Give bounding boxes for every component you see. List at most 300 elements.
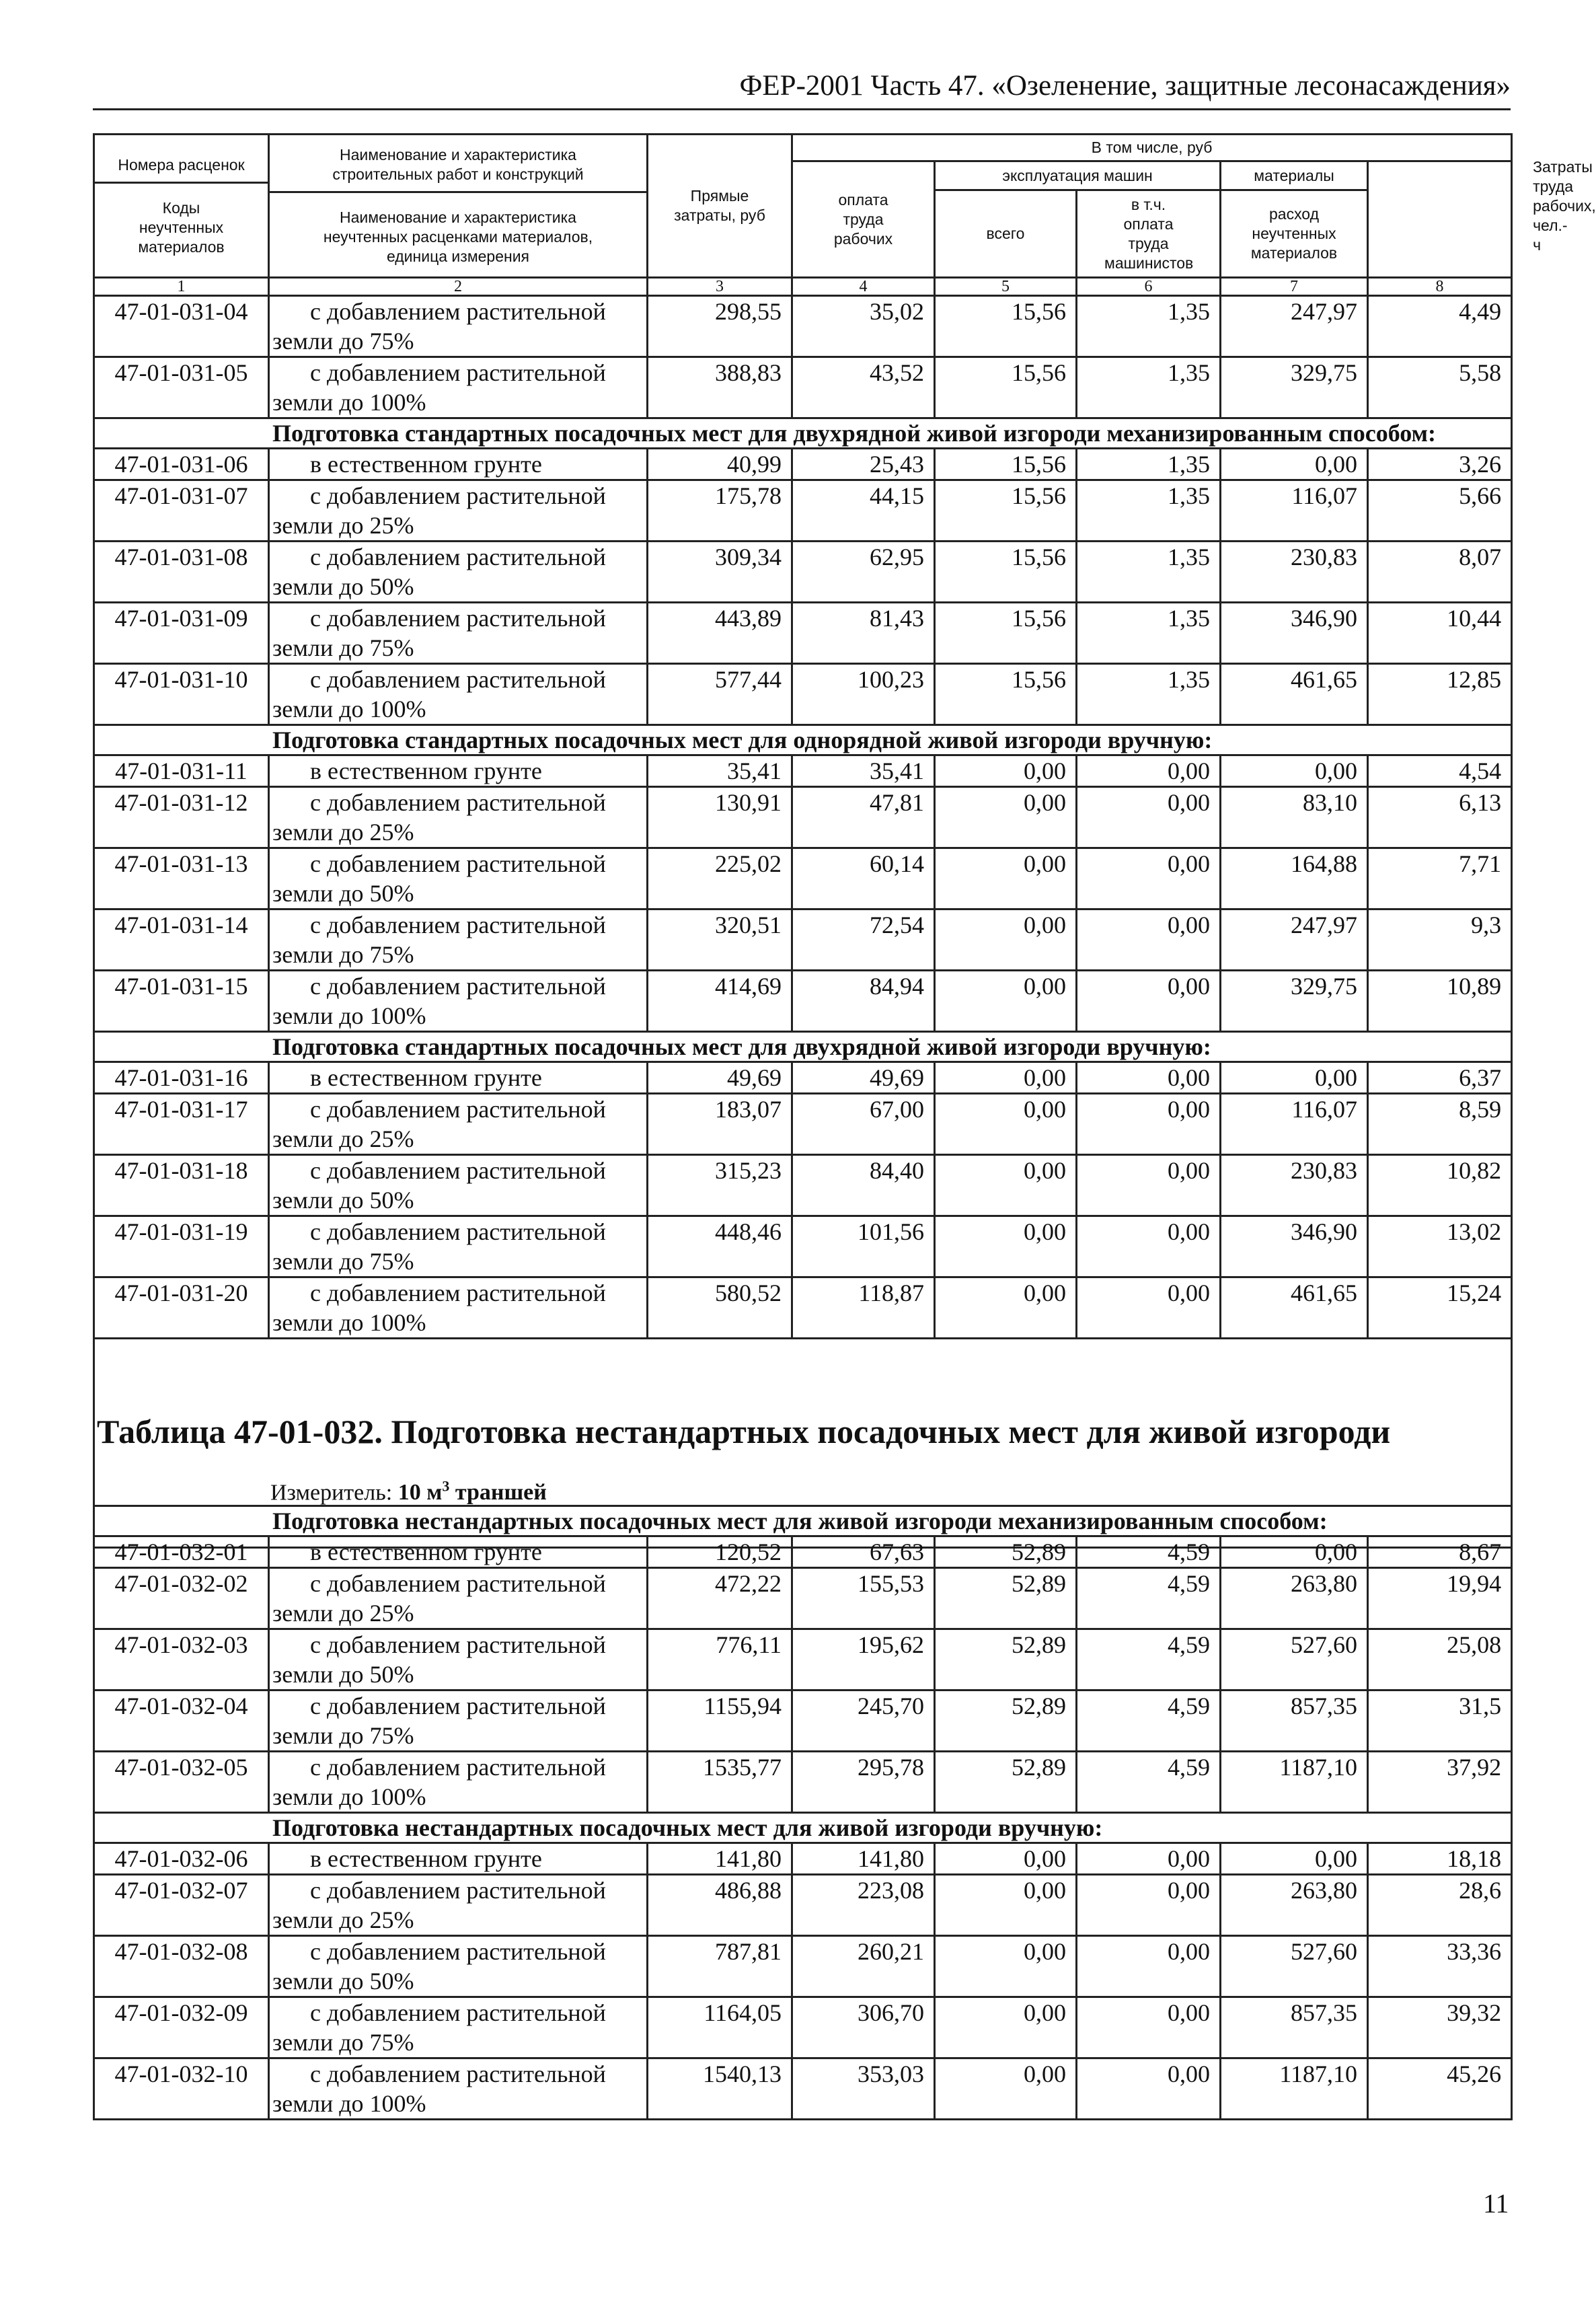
table-row (94, 357, 1512, 418)
labor-hours-value: 19,94 (1368, 1568, 1512, 1629)
labor-pay-value: 35,02 (792, 296, 935, 357)
direct-cost-value: 1535,77 (648, 1752, 792, 1813)
labor-hours-value: 4,49 (1368, 296, 1512, 357)
work-description-line2: земли до 50% (272, 880, 414, 907)
direct-cost-value: 486,88 (648, 1875, 792, 1936)
labor-hours-value: 5,58 (1368, 357, 1512, 418)
work-description (269, 848, 648, 909)
labor-pay-value: 67,00 (792, 1094, 935, 1155)
labor-hours-value: 31,5 (1368, 1690, 1512, 1752)
rate-code: 47-01-031-17 (94, 1094, 269, 1155)
work-description-line2: земли до 100% (272, 1783, 426, 1810)
direct-cost-value: 577,44 (648, 664, 792, 725)
operator-pay-value: 1,35 (1077, 296, 1221, 357)
machine-total-value: 52,89 (935, 1690, 1077, 1752)
section-heading: Подготовка стандартных посадочных мест для двухрядной живой изгороди вручную: (94, 1032, 1512, 1062)
labor-hours-value: 45,26 (1368, 2058, 1512, 2120)
section-heading-row (94, 1813, 1512, 1843)
work-description-line1: с добавлением растительной (310, 789, 606, 816)
table-row (94, 1690, 1512, 1752)
labor-pay-value: 60,14 (792, 848, 935, 909)
machine-total-value: 0,00 (935, 1277, 1077, 1339)
rate-code: 47-01-032-03 (94, 1629, 269, 1690)
section-heading-row (94, 418, 1512, 449)
direct-cost-value: 1155,94 (648, 1690, 792, 1752)
column-number: 2 (269, 278, 648, 296)
materials-cost-value: 83,10 (1221, 787, 1368, 848)
work-description (269, 755, 648, 787)
work-description-line1: в естественном грунте (310, 1845, 542, 1872)
labor-pay-value: 43,52 (792, 357, 935, 418)
operator-pay-value: 1,35 (1077, 603, 1221, 664)
table-row (94, 787, 1512, 848)
materials-cost-value: 857,35 (1221, 1690, 1368, 1752)
direct-cost-value: 787,81 (648, 1936, 792, 1997)
table-row (94, 1216, 1512, 1277)
work-description-line1: в естественном грунте (310, 757, 542, 784)
materials-cost-value: 0,00 (1221, 1536, 1368, 1568)
work-description-line1: с добавлением растительной (310, 912, 606, 938)
materials-cost-value: 0,00 (1221, 1062, 1368, 1094)
rate-code: 47-01-031-10 (94, 664, 269, 725)
section-heading: Подготовка нестандартных посадочных мест для живой изгороди механизированным способом: (94, 1506, 1512, 1536)
work-description (269, 449, 648, 480)
table-row (94, 603, 1512, 664)
labor-hours-value: 10,44 (1368, 603, 1512, 664)
operator-pay-value: 0,00 (1077, 1094, 1221, 1155)
work-description-line1: с добавлением растительной (310, 544, 606, 570)
machine-total-value: 0,00 (935, 1155, 1077, 1216)
section-heading-row (94, 1032, 1512, 1062)
table-row (94, 1155, 1512, 1216)
rate-code: 47-01-032-05 (94, 1752, 269, 1813)
work-description-line1: в естественном грунте (310, 451, 542, 478)
work-description-line2: земли до 50% (272, 1187, 414, 1214)
labor-hours-value: 5,66 (1368, 480, 1512, 542)
work-description-line1: с добавлением растительной (310, 1631, 606, 1658)
materials-cost-value: 527,60 (1221, 1629, 1368, 1690)
rate-code: 47-01-031-11 (94, 755, 269, 787)
work-description-line1: с добавлением растительной (310, 1157, 606, 1184)
materials-cost-value: 230,83 (1221, 542, 1368, 603)
operator-pay-value: 1,35 (1077, 664, 1221, 725)
direct-cost-value: 448,46 (648, 1216, 792, 1277)
column-number: 7 (1221, 278, 1368, 296)
rate-code: 47-01-031-08 (94, 542, 269, 603)
meter-value: 10 $м^3$ траншей (397, 1478, 547, 1506)
rate-code: 47-01-032-06 (94, 1843, 269, 1875)
labor-hours-value: 12,85 (1368, 664, 1512, 725)
rate-code: 47-01-031-19 (94, 1216, 269, 1277)
operator-pay-value: 0,00 (1077, 755, 1221, 787)
header-col4: оплата труда рабочих (792, 161, 935, 278)
rates-table-031 (93, 133, 1596, 1549)
work-description-line2: земли до 75% (272, 1722, 414, 1749)
table-row (94, 1277, 1512, 1339)
labor-pay-value: 35,41 (792, 755, 935, 787)
page-header (93, 69, 1511, 110)
labor-pay-value: 118,87 (792, 1277, 935, 1339)
machine-total-value: 0,00 (935, 909, 1077, 971)
labor-hours-value: 6,37 (1368, 1062, 1512, 1094)
direct-cost-value: 175,78 (648, 480, 792, 542)
direct-cost-value: 309,34 (648, 542, 792, 603)
materials-cost-value: 0,00 (1221, 1843, 1368, 1875)
labor-pay-value: 49,69 (792, 1062, 935, 1094)
work-description-line1: с добавлением растительной (310, 359, 606, 386)
rate-code: 47-01-032-08 (94, 1936, 269, 1997)
section-heading-row (94, 1506, 1512, 1536)
work-description-line2: земли до 100% (272, 1002, 426, 1029)
materials-cost-value: 857,35 (1221, 1997, 1368, 2058)
work-description-line1: с добавлением растительной (310, 1570, 606, 1597)
header-col5: всего (935, 190, 1077, 278)
operator-pay-value: 4,59 (1077, 1752, 1221, 1813)
direct-cost-value: 414,69 (648, 971, 792, 1032)
table-row (94, 1094, 1512, 1155)
page-header-title: ФЕР-2001 Часть 47. «Озеленение, защитные лесонасаждения» (739, 70, 1511, 102)
direct-cost-value: 320,51 (648, 909, 792, 971)
work-description (269, 1936, 648, 1997)
direct-cost-value: 388,83 (648, 357, 792, 418)
work-description-line2: земли до 75% (272, 328, 414, 355)
operator-pay-value: 0,00 (1077, 787, 1221, 848)
materials-cost-value: 0,00 (1221, 449, 1368, 480)
column-number: 4 (792, 278, 935, 296)
labor-hours-value: 37,92 (1368, 1752, 1512, 1813)
rate-code: 47-01-031-04 (94, 296, 269, 357)
work-description-line2: земли до 25% (272, 819, 414, 846)
header-col2-bottom: Наименование и характеристика неучтенных расценками материалов, единица измерения (323, 209, 593, 265)
work-description-line1: в естественном грунте (310, 1538, 542, 1565)
table2-body (94, 1506, 1512, 2120)
work-description-line1: с добавлением растительной (310, 605, 606, 632)
operator-pay-value: 1,35 (1077, 449, 1221, 480)
work-description-line2: земли до 75% (272, 2029, 414, 2056)
labor-hours-value: 10,89 (1368, 971, 1512, 1032)
work-description (269, 1875, 648, 1936)
rate-code: 47-01-031-13 (94, 848, 269, 909)
machine-total-value: 52,89 (935, 1536, 1077, 1568)
work-description (269, 909, 648, 971)
operator-pay-value: 0,00 (1077, 2058, 1221, 2120)
labor-pay-value: 141,80 (792, 1843, 935, 1875)
operator-pay-value: 0,00 (1077, 1997, 1221, 2058)
work-description (269, 1568, 648, 1629)
work-description (269, 296, 648, 357)
labor-pay-value: 84,40 (792, 1155, 935, 1216)
table-row (94, 1752, 1512, 1813)
labor-pay-value: 353,03 (792, 2058, 935, 2120)
direct-cost-value: 40,99 (648, 449, 792, 480)
work-description-line2: земли до 25% (272, 1125, 414, 1152)
machine-total-value: 0,00 (935, 787, 1077, 848)
machine-total-value: 15,56 (935, 542, 1077, 603)
work-description (269, 1752, 648, 1813)
machine-total-value: 0,00 (935, 755, 1077, 787)
materials-cost-value: 230,83 (1221, 1155, 1368, 1216)
labor-pay-value: 62,95 (792, 542, 935, 603)
direct-cost-value: 35,41 (648, 755, 792, 787)
machine-total-value: 0,00 (935, 1875, 1077, 1936)
rate-code: 47-01-031-09 (94, 603, 269, 664)
work-description-line2: земли до 100% (272, 389, 426, 416)
work-description (269, 1997, 648, 2058)
machine-total-value: 15,56 (935, 357, 1077, 418)
section-heading: Подготовка стандартных посадочных мест для однорядной живой изгороди вручную: (94, 725, 1512, 755)
labor-hours-value: 6,13 (1368, 787, 1512, 848)
materials-cost-value: 527,60 (1221, 1936, 1368, 1997)
table2-title: Таблица 47-01-032. Подготовка нестандартных посадочных мест для живой изгороди (97, 1413, 1391, 1450)
labor-pay-value: 260,21 (792, 1936, 935, 1997)
work-description (269, 1843, 648, 1875)
direct-cost-value: 49,69 (648, 1062, 792, 1094)
work-description-line2: земли до 50% (272, 1661, 414, 1688)
work-description-line1: в естественном грунте (310, 1064, 542, 1091)
operator-pay-value: 0,00 (1077, 1277, 1221, 1339)
table-row (94, 1997, 1512, 2058)
work-description (269, 1277, 648, 1339)
rate-code: 47-01-031-15 (94, 971, 269, 1032)
machine-total-value: 15,56 (935, 449, 1077, 480)
header-exploit: эксплуатация машин (935, 161, 1221, 190)
direct-cost-value: 315,23 (648, 1155, 792, 1216)
operator-pay-value: 0,00 (1077, 1875, 1221, 1936)
work-description (269, 1536, 648, 1568)
operator-pay-value: 0,00 (1077, 1843, 1221, 1875)
work-description-line2: земли до 50% (272, 1968, 414, 1995)
labor-pay-value: 100,23 (792, 664, 935, 725)
operator-pay-value: 0,00 (1077, 848, 1221, 909)
materials-cost-value: 329,75 (1221, 357, 1368, 418)
work-description-line2: земли до 100% (272, 696, 426, 722)
machine-total-value: 15,56 (935, 296, 1077, 357)
materials-cost-value: 116,07 (1221, 480, 1368, 542)
work-description-line1: с добавлением растительной (310, 666, 606, 693)
rate-code: 47-01-031-05 (94, 357, 269, 418)
rate-code: 47-01-031-07 (94, 480, 269, 542)
table1-body (94, 296, 1512, 1339)
table-row (94, 848, 1512, 909)
table-row (94, 909, 1512, 971)
rate-code: 47-01-031-06 (94, 449, 269, 480)
machine-total-value: 52,89 (935, 1752, 1077, 1813)
table-row (94, 971, 1512, 1032)
column-number: 3 (648, 278, 792, 296)
table-row (94, 449, 1512, 480)
rate-code: 47-01-032-04 (94, 1690, 269, 1752)
rate-code: 47-01-031-16 (94, 1062, 269, 1094)
labor-pay-value: 44,15 (792, 480, 935, 542)
direct-cost-value: 141,80 (648, 1843, 792, 1875)
table-row (94, 480, 1512, 542)
materials-cost-value: 329,75 (1221, 971, 1368, 1032)
labor-hours-value: 28,6 (1368, 1875, 1512, 1936)
direct-cost-value: 120,52 (648, 1536, 792, 1568)
operator-pay-value: 1,35 (1077, 357, 1221, 418)
materials-cost-value: 1187,10 (1221, 1752, 1368, 1813)
rate-code: 47-01-032-07 (94, 1875, 269, 1936)
section-heading: Подготовка стандартных посадочных мест для двухрядной живой изгороди механизированным способом: (94, 418, 1512, 449)
operator-pay-value: 0,00 (1077, 1216, 1221, 1277)
materials-cost-value: 1187,10 (1221, 2058, 1368, 2120)
column-number-row (94, 278, 1512, 296)
operator-pay-value: 4,59 (1077, 1629, 1221, 1690)
direct-cost-value: 130,91 (648, 787, 792, 848)
rate-code: 47-01-032-10 (94, 2058, 269, 2120)
labor-pay-value: 25,43 (792, 449, 935, 480)
work-description-line2: земли до 100% (272, 1309, 426, 1336)
labor-pay-value: 101,56 (792, 1216, 935, 1277)
materials-cost-value: 461,65 (1221, 664, 1368, 725)
labor-pay-value: 47,81 (792, 787, 935, 848)
labor-hours-value: 13,02 (1368, 1216, 1512, 1277)
header-row-1: Номера расценок Коды неучтенных материалов Наименование и характеристика строительных работ и конструкций Наименование и характеристика неучтенных расценками материалов, единица измерения Прямые затраты, руб В том числе, руб Затраты труда рабочих, чел.-ч (94, 135, 1512, 161)
meter-label: Измеритель: (270, 1480, 393, 1506)
work-description-line1: с добавлением растительной (310, 298, 606, 325)
machine-total-value: 15,56 (935, 480, 1077, 542)
materials-cost-value: 247,97 (1221, 909, 1368, 971)
work-description-line2: земли до 100% (272, 2090, 426, 2117)
work-description-line2: земли до 75% (272, 941, 414, 968)
work-description-line2: земли до 50% (272, 573, 414, 600)
table-row (94, 664, 1512, 725)
work-description (269, 357, 648, 418)
machine-total-value: 0,00 (935, 1843, 1077, 1875)
labor-hours-value: 15,24 (1368, 1277, 1512, 1339)
work-description (269, 1094, 648, 1155)
labor-hours-value: 39,32 (1368, 1997, 1512, 2058)
work-description (269, 971, 648, 1032)
rate-code: 47-01-032-01 (94, 1536, 269, 1568)
header-col2-top: Наименование и характеристика строительных работ и конструкций (332, 146, 584, 183)
materials-cost-value: 263,80 (1221, 1568, 1368, 1629)
machine-total-value: 52,89 (935, 1629, 1077, 1690)
work-description (269, 787, 648, 848)
work-description (269, 542, 648, 603)
work-description (269, 1216, 648, 1277)
labor-pay-value: 195,62 (792, 1629, 935, 1690)
materials-cost-value: 263,80 (1221, 1875, 1368, 1936)
header-col7: расход неучтенных материалов (1221, 190, 1368, 278)
work-description-line1: с добавлением растительной (310, 1279, 606, 1306)
operator-pay-value: 0,00 (1077, 1062, 1221, 1094)
direct-cost-value: 298,55 (648, 296, 792, 357)
table-row (94, 1843, 1512, 1875)
labor-hours-value: 4,54 (1368, 755, 1512, 787)
operator-pay-value: 0,00 (1077, 1155, 1221, 1216)
operator-pay-value: 1,35 (1077, 542, 1221, 603)
table-row (94, 296, 1512, 357)
work-description (269, 1629, 648, 1690)
machine-total-value: 0,00 (935, 1062, 1077, 1094)
labor-pay-value: 295,78 (792, 1752, 935, 1813)
labor-hours-value: 25,08 (1368, 1629, 1512, 1690)
work-description-line1: с добавлением растительной (310, 482, 606, 509)
labor-pay-value: 72,54 (792, 909, 935, 971)
direct-cost-value: 1164,05 (648, 1997, 792, 2058)
work-description (269, 603, 648, 664)
machine-total-value: 0,00 (935, 971, 1077, 1032)
labor-pay-value: 67,63 (792, 1536, 935, 1568)
header-materials: материалы (1221, 161, 1368, 190)
labor-pay-value: 155,53 (792, 1568, 935, 1629)
work-description (269, 480, 648, 542)
work-description-line2: земли до 25% (272, 1600, 414, 1627)
column-number: 8 (1368, 278, 1512, 296)
header-col3: Прямые затраты, руб (648, 135, 792, 278)
labor-hours-value: 8,07 (1368, 542, 1512, 603)
labor-pay-value: 84,94 (792, 971, 935, 1032)
header-col2 (269, 135, 648, 278)
materials-cost-value: 346,90 (1221, 1216, 1368, 1277)
rate-code: 47-01-031-14 (94, 909, 269, 971)
work-description-line1: с добавлением растительной (310, 1938, 606, 1965)
materials-cost-value: 164,88 (1221, 848, 1368, 909)
work-description-line1: с добавлением растительной (310, 1877, 606, 1904)
labor-hours-value: 33,36 (1368, 1936, 1512, 1997)
table-row (94, 1936, 1512, 1997)
work-description (269, 1155, 648, 1216)
header-col1 (94, 135, 269, 278)
machine-total-value: 15,56 (935, 603, 1077, 664)
header-col1-top: Номера расценок (118, 155, 245, 174)
work-description-line1: с добавлением растительной (310, 2060, 606, 2087)
column-number: 5 (935, 278, 1077, 296)
work-description-line1: с добавлением растительной (310, 1754, 606, 1781)
labor-hours-value: 8,59 (1368, 1094, 1512, 1155)
machine-total-value: 0,00 (935, 1997, 1077, 2058)
direct-cost-value: 1540,13 (648, 2058, 792, 2120)
operator-pay-value: 4,59 (1077, 1568, 1221, 1629)
operator-pay-value: 4,59 (1077, 1536, 1221, 1568)
work-description-line1: с добавлением растительной (310, 850, 606, 877)
work-description-line1: с добавлением растительной (310, 1999, 606, 2026)
operator-pay-value: 4,59 (1077, 1690, 1221, 1752)
rate-code: 47-01-032-09 (94, 1997, 269, 2058)
table-row (94, 542, 1512, 603)
direct-cost-value: 443,89 (648, 603, 792, 664)
materials-cost-value: 346,90 (1221, 603, 1368, 664)
table-row (94, 2058, 1512, 2120)
labor-pay-value: 81,43 (792, 603, 935, 664)
page-number: 11 (1483, 2188, 1509, 2219)
labor-hours-value: 18,18 (1368, 1843, 1512, 1875)
direct-cost-value: 776,11 (648, 1629, 792, 1690)
rate-code: 47-01-032-02 (94, 1568, 269, 1629)
operator-pay-value: 1,35 (1077, 480, 1221, 542)
column-number: 6 (1077, 278, 1221, 296)
direct-cost-value: 183,07 (648, 1094, 792, 1155)
work-description-line2: земли до 75% (272, 634, 414, 661)
work-description (269, 1062, 648, 1094)
table2-meter (270, 1473, 547, 1506)
rate-code: 47-01-031-18 (94, 1155, 269, 1216)
rate-code: 47-01-031-20 (94, 1277, 269, 1339)
section-heading-row (94, 725, 1512, 755)
operator-pay-value: 0,00 (1077, 909, 1221, 971)
rates-table-032 (93, 1505, 1513, 2120)
table-row (94, 1875, 1512, 1936)
labor-hours-value: 8,67 (1368, 1536, 1512, 1568)
direct-cost-value: 472,22 (648, 1568, 792, 1629)
labor-pay-value: 223,08 (792, 1875, 935, 1936)
work-description (269, 664, 648, 725)
table-row (94, 1629, 1512, 1690)
work-description-line2: земли до 25% (272, 1906, 414, 1933)
machine-total-value: 15,56 (935, 664, 1077, 725)
labor-pay-value: 245,70 (792, 1690, 935, 1752)
